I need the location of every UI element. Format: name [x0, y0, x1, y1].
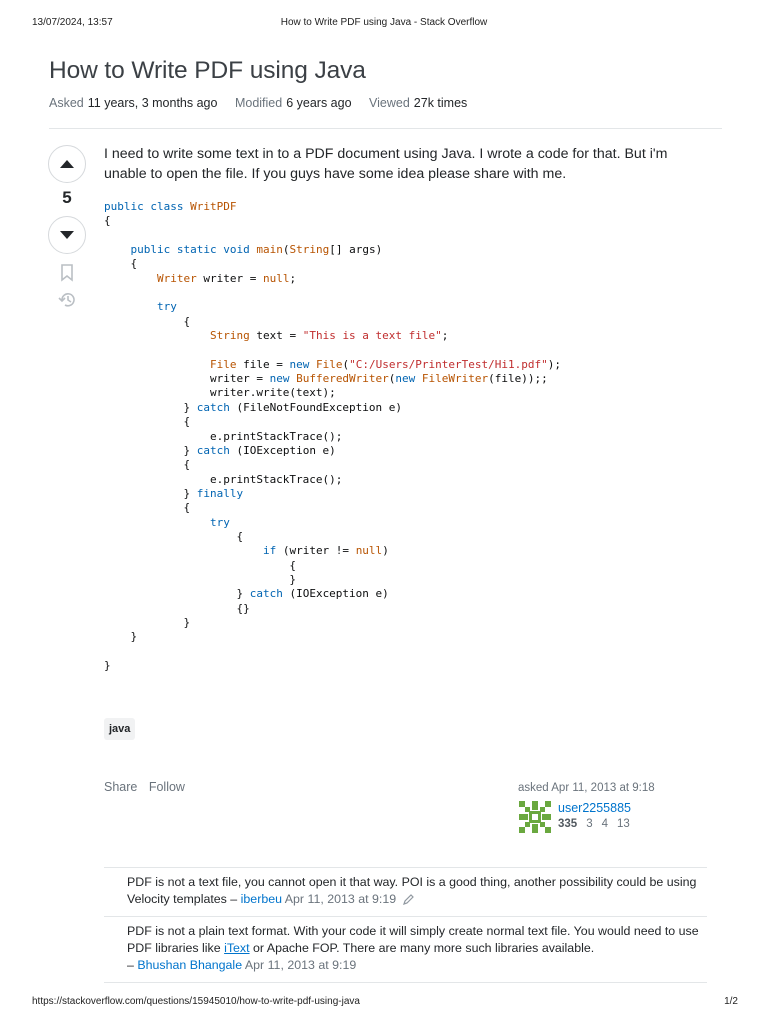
- asked-meta: [49, 96, 217, 110]
- gold-badges: 3: [586, 818, 593, 830]
- code-line: [104, 286, 704, 300]
- code-line: } finally: [104, 486, 244, 500]
- comment-item: [104, 917, 707, 983]
- question-body-line: unable to open the file. If you guys have some idea please share with me.: [104, 166, 567, 182]
- asked-value: 11 years, 3 months ago: [87, 96, 218, 110]
- print-footer: [0, 996, 768, 1010]
- comment-author[interactable]: iberbeu: [240, 892, 282, 906]
- code-line: {: [104, 257, 138, 271]
- code-line: [104, 343, 704, 357]
- code-line: e.printStackTrace();: [104, 472, 343, 486]
- modified-meta: [235, 96, 352, 110]
- question-title[interactable]: How to Write PDF using Java: [49, 57, 366, 84]
- print-url: https://stackoverflow.com/questions/15945010/how-to-write-pdf-using-java: [32, 996, 360, 1007]
- follow-link[interactable]: Follow: [148, 780, 185, 794]
- code-line: public class WritPDF: [104, 200, 237, 213]
- arrow-up-icon: [59, 159, 75, 169]
- code-line: } catch (FileNotFoundException e): [104, 400, 403, 414]
- code-line: String text = "This is a text file";: [209, 329, 449, 343]
- viewed-meta: [369, 96, 467, 110]
- vote-count: 5: [62, 188, 72, 207]
- upvote-button[interactable]: [48, 145, 86, 183]
- code-line: {}: [104, 601, 250, 615]
- question-meta: [49, 96, 481, 110]
- comment-date[interactable]: Apr 11, 2013 at 9:19: [284, 892, 397, 906]
- print-datetime: 13/07/2024, 13:57: [32, 17, 113, 28]
- print-page-number: 1/2: [724, 996, 738, 1007]
- code-line: writer = new BufferedWriter(new FileWriter(file));;: [104, 372, 548, 386]
- comment-dash: –: [127, 958, 134, 972]
- tag-java[interactable]: java: [104, 718, 135, 740]
- code-line: {: [104, 415, 191, 429]
- comment-text: PDF is not a text file, you cannot open it that way. POI is a good thing, another possibility could be using Velocity templates –: [127, 875, 697, 906]
- comment-item: [104, 868, 707, 917]
- comment-text-continued: or Apache FOP. There are many more such libraries available.: [253, 941, 595, 955]
- arrow-down-icon: [59, 230, 75, 240]
- code-block: [104, 200, 704, 695]
- viewed-value: 27k times: [413, 96, 468, 110]
- bookmark-icon[interactable]: [60, 264, 74, 282]
- question-body-line: I need to write some text in to a PDF document using Java. I wrote a code for that. But i'm: [104, 146, 668, 162]
- avatar[interactable]: [519, 801, 551, 833]
- code-line: }: [104, 659, 111, 672]
- code-line: File file = new File("C:/Users/PrinterTest/Hi1.pdf");: [209, 357, 562, 371]
- code-line: {: [104, 214, 111, 228]
- question-body: [104, 144, 704, 184]
- asked-label: Asked: [49, 96, 84, 110]
- owner-reputation: [558, 818, 639, 830]
- viewed-label: Viewed: [369, 96, 410, 110]
- silver-badges: 4: [601, 818, 608, 830]
- code-line: Writer writer = null;: [156, 271, 297, 285]
- code-line: }: [104, 615, 191, 629]
- code-line: if (writer != null): [262, 544, 389, 558]
- share-link[interactable]: Share: [104, 780, 138, 794]
- code-line: {: [104, 458, 191, 472]
- print-page-title: How to Write PDF using Java - Stack Overflow: [280, 17, 488, 28]
- code-line: } catch (IOException e): [104, 443, 336, 457]
- modified-value[interactable]: 6 years ago: [286, 96, 352, 110]
- comment-author[interactable]: Bhushan Bhangale: [137, 958, 243, 972]
- code-line: writer.write(text);: [104, 386, 336, 400]
- code-line: e.printStackTrace();: [104, 429, 343, 443]
- downvote-button[interactable]: [48, 216, 86, 254]
- owner-card: [518, 782, 708, 830]
- history-icon[interactable]: [57, 291, 77, 309]
- pencil-icon: [403, 894, 414, 905]
- code-line: } catch (IOException e): [104, 587, 389, 601]
- asked-timestamp: asked Apr 11, 2013 at 9:18: [518, 782, 655, 794]
- code-line: }: [104, 572, 297, 586]
- code-line: [104, 229, 704, 243]
- comment-text: PDF is not a plain text format. With your code it will simply create normal text file. You would need to use PDF libraries like: [127, 924, 699, 955]
- print-header: [0, 17, 768, 31]
- reputation-score: 335: [558, 818, 578, 830]
- comment-date[interactable]: Apr 11, 2013 at 9:19: [244, 958, 357, 972]
- bronze-badges: 13: [617, 818, 630, 830]
- code-line: {: [104, 314, 191, 328]
- code-line: {: [104, 529, 244, 543]
- comments-list: [104, 867, 707, 983]
- code-line: {: [104, 558, 297, 572]
- code-line: try: [156, 300, 177, 314]
- post-menu: [104, 780, 193, 794]
- code-line: [104, 645, 704, 659]
- code-line: {: [104, 501, 191, 515]
- owner-username[interactable]: user2255885: [558, 801, 631, 815]
- modified-label: Modified: [234, 96, 283, 110]
- code-line: }: [104, 630, 138, 644]
- header-divider: [49, 128, 722, 129]
- code-line: public static void main(String[] args): [130, 243, 383, 257]
- itext-link[interactable]: iText: [224, 941, 250, 955]
- code-line: try: [209, 515, 230, 529]
